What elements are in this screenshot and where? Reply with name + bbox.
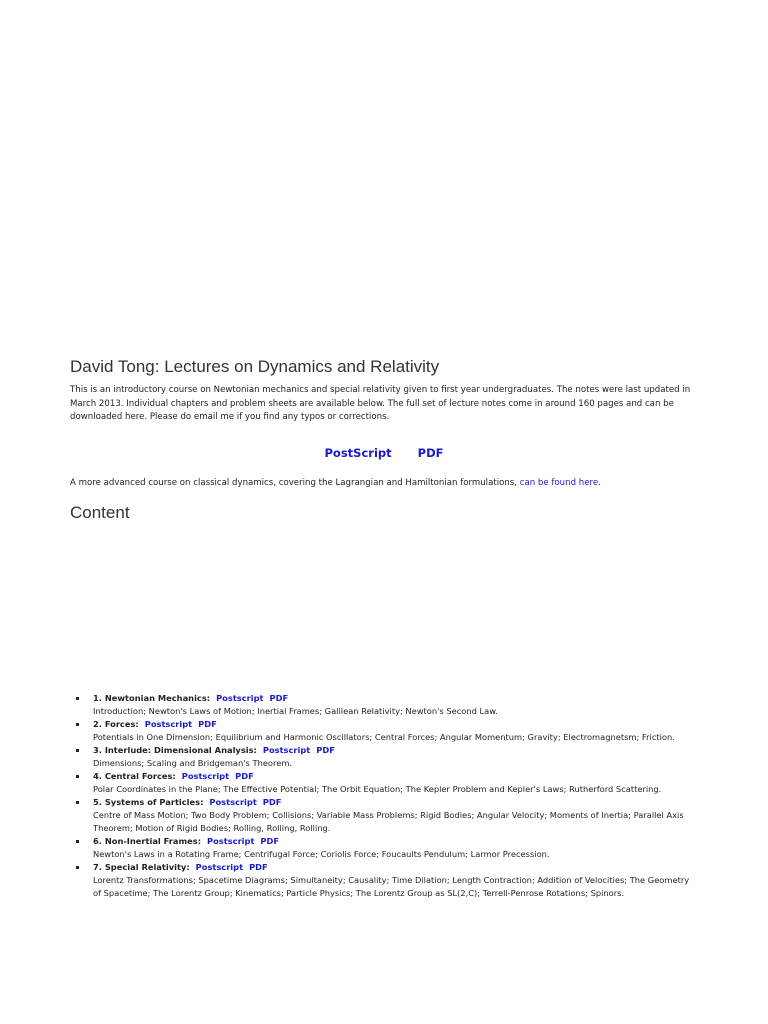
chapter-title: 4. Central Forces: <box>93 771 176 781</box>
chapter-item <box>76 835 696 861</box>
chapter-title: 3. Interlude: Dimensional Analysis: <box>93 745 257 755</box>
chapter-item <box>76 796 696 835</box>
advanced-course-link[interactable]: can be found here. <box>519 478 601 488</box>
full-notes-postscript-link[interactable]: PostScript <box>324 446 392 460</box>
advanced-course-note <box>70 478 601 488</box>
chapter-item <box>76 744 696 770</box>
chapter-postscript-link[interactable]: Postscript <box>209 797 257 807</box>
bullet-icon <box>76 775 79 778</box>
bullet-icon <box>76 840 79 843</box>
chapter-item <box>76 718 696 744</box>
advanced-course-text: A more advanced course on classical dynamics, covering the Lagrangian and Hamiltonian formulations, <box>70 478 518 488</box>
chapter-title: 5. Systems of Particles: <box>93 797 204 807</box>
chapter-description: Newton's Laws in a Rotating Frame; Centrifugal Force; Coriolis Force; Foucaults Pendulum; Larmor Precession. <box>93 849 550 859</box>
chapter-title: 1. Newtonian Mechanics: <box>93 693 211 703</box>
chapter-description: Centre of Mass Motion; Two Body Problem; Collisions; Variable Mass Problems; Rigid Bodies; Angular Velocity; Moments of Inertia; Parallel Axis Theorem; Motion of Rigid Bodies; Rolling, Rolling, Rolling. <box>93 810 684 833</box>
bullet-icon <box>76 749 79 752</box>
chapter-postscript-link[interactable]: Postscript <box>216 693 264 703</box>
chapter-description: Introduction; Newton's Laws of Motion; Inertial Frames; Galilean Relativity; Newton's Second Law. <box>93 706 498 716</box>
chapter-postscript-link[interactable]: Postscript <box>181 771 230 781</box>
chapter-description: Dimensions; Scaling and Bridgeman's Theorem. <box>93 758 293 768</box>
chapter-description: Polar Coordinates in the Plane; The Effective Potential; The Orbit Equation; The Kepler Problem and Kepler's Laws; Rutherford Scattering. <box>93 784 662 794</box>
chapter-pdf-link[interactable]: PDF <box>249 862 268 872</box>
chapter-pdf-link[interactable]: PDF <box>316 745 335 755</box>
page-title: David Tong: Lectures on Dynamics and Relativity <box>70 357 440 376</box>
chapter-pdf-link[interactable]: PDF <box>235 771 254 781</box>
content-heading: Content <box>70 503 130 522</box>
bullet-icon <box>76 723 79 726</box>
chapter-pdf-link[interactable]: PDF <box>198 719 217 729</box>
full-notes-pdf-link[interactable]: PDF <box>417 446 444 460</box>
chapter-postscript-link[interactable]: Postscript <box>195 862 244 872</box>
chapter-item <box>76 692 696 718</box>
bullet-icon <box>76 866 79 869</box>
chapter-description: Potentials in One Dimension; Equilibrium and Harmonic Oscillators; Central Forces; Angular Momentum; Gravity; Electromagnetsm; Friction. <box>93 732 675 742</box>
chapter-pdf-link[interactable]: PDF <box>269 693 289 703</box>
chapter-item <box>76 770 696 796</box>
chapter-title: 7. Special Relativity: <box>93 862 190 872</box>
intro-paragraph: This is an introductory course on Newtonian mechanics and special relativity given to first year undergraduates. The notes were last updated in March 2013. Individual chapters and problem sheets are available below. The full set of lecture notes come in around 160 pages and can be downloaded here. Please do email me if you find any typos or corrections. <box>70 385 691 422</box>
chapter-title: 6. Non-Inertial Frames: <box>93 836 202 846</box>
chapter-postscript-link[interactable]: Postscript <box>144 719 193 729</box>
chapter-pdf-link[interactable]: PDF <box>262 797 282 807</box>
chapter-postscript-link[interactable]: Postscript <box>262 745 311 755</box>
bullet-icon <box>76 801 79 804</box>
chapter-list <box>76 692 696 900</box>
chapter-title: 2. Forces: <box>93 719 139 729</box>
chapter-pdf-link[interactable]: PDF <box>260 836 280 846</box>
chapter-description: Lorentz Transformations; Spacetime Diagrams; Simultaneity; Causality; Time Dilation; Length Contraction; Addition of Velocities; The Geometry of Spacetime; The Lorentz Group; Kinematics; Particle Physics; The Lorentz Group as SL(2,C); Terrell-Penrose Rotations; Spinors. <box>93 875 690 898</box>
full-notes-downloads <box>0 446 768 460</box>
chapter-item <box>76 861 696 900</box>
chapter-postscript-link[interactable]: Postscript <box>207 836 255 846</box>
bullet-icon <box>76 697 79 700</box>
